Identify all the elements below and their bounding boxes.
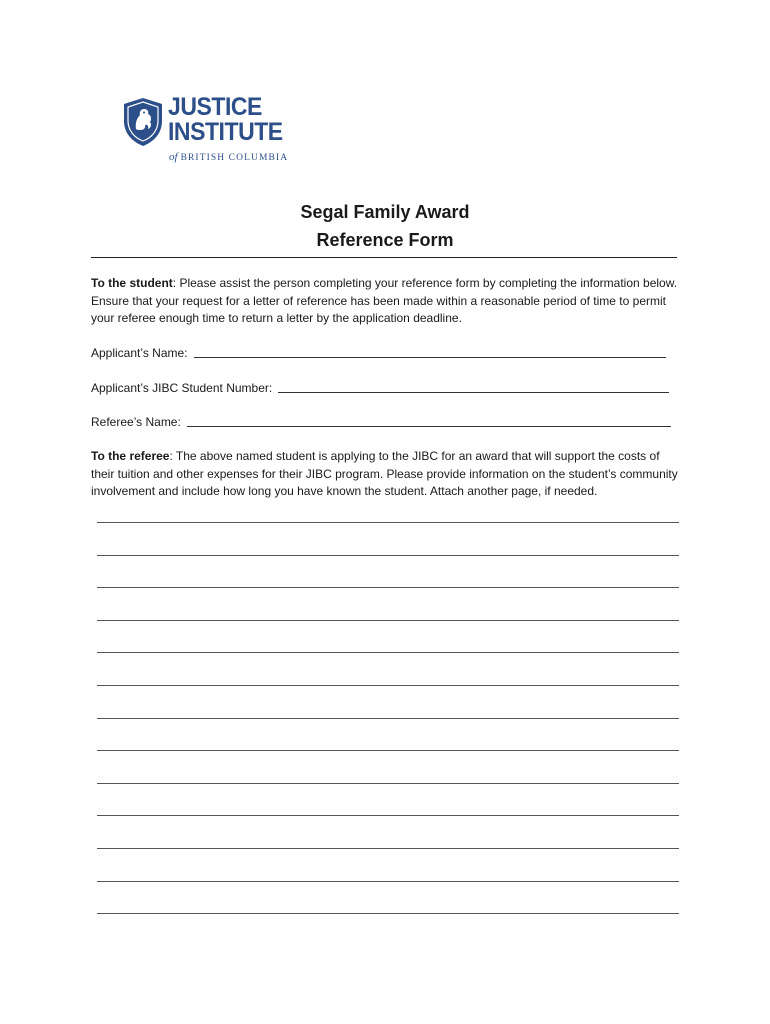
student-instructions-lead: To the student bbox=[91, 276, 173, 290]
shield-crest-icon bbox=[122, 97, 164, 147]
referee-instructions-lead: To the referee bbox=[91, 449, 170, 463]
logo-subtitle-of: of bbox=[169, 151, 178, 163]
logo-subtitle bbox=[169, 151, 288, 163]
writing-line[interactable] bbox=[97, 685, 679, 686]
writing-line[interactable] bbox=[97, 555, 679, 556]
form-subtitle: Reference Form bbox=[316, 230, 454, 250]
student-instructions bbox=[91, 275, 681, 328]
applicant-name-input[interactable] bbox=[194, 345, 666, 358]
applicant-name-field bbox=[91, 345, 666, 360]
jibc-logo bbox=[122, 95, 322, 167]
logo-word-institute: INSTITUTE bbox=[168, 118, 283, 146]
writing-line[interactable] bbox=[97, 620, 679, 621]
student-instructions-text: : Please assist the person completing your reference form by completing the information below. Ensure that your request for a letter of reference has been made within a reasonable period of time to permit your referee enough time to return a letter by the application deadline. bbox=[91, 276, 678, 326]
writing-line[interactable] bbox=[97, 783, 679, 784]
applicant-name-label: Applicant’s Name: bbox=[91, 346, 188, 360]
writing-line[interactable] bbox=[97, 848, 679, 849]
writing-line[interactable] bbox=[97, 750, 679, 751]
referee-name-input[interactable] bbox=[187, 414, 671, 427]
writing-line[interactable] bbox=[97, 652, 679, 653]
writing-line[interactable] bbox=[97, 913, 679, 914]
student-number-label: Applicant’s JIBC Student Number: bbox=[91, 381, 273, 395]
writing-line[interactable] bbox=[97, 522, 679, 523]
referee-instructions bbox=[91, 448, 681, 501]
student-number-input[interactable] bbox=[278, 380, 669, 393]
writing-line[interactable] bbox=[97, 881, 679, 882]
title-divider bbox=[91, 257, 677, 258]
writing-line[interactable] bbox=[97, 718, 679, 719]
form-title: Segal Family Award bbox=[300, 202, 470, 222]
referee-instructions-text: : The above named student is applying to the JIBC for an award that will support the costs of their tuition and other expenses for their JIBC program. Please provide information on the student’s community involvement and include how long you have known the student. Attach another page, if needed. bbox=[91, 449, 678, 499]
logo-subtitle-text: BRITISH COLUMBIA bbox=[180, 153, 289, 163]
student-number-field bbox=[91, 380, 669, 395]
writing-line[interactable] bbox=[97, 815, 679, 816]
referee-name-field bbox=[91, 414, 671, 429]
referee-name-label: Referee’s Name: bbox=[91, 415, 181, 429]
logo-word-justice: JUSTICE bbox=[168, 93, 262, 121]
writing-line[interactable] bbox=[97, 587, 679, 588]
